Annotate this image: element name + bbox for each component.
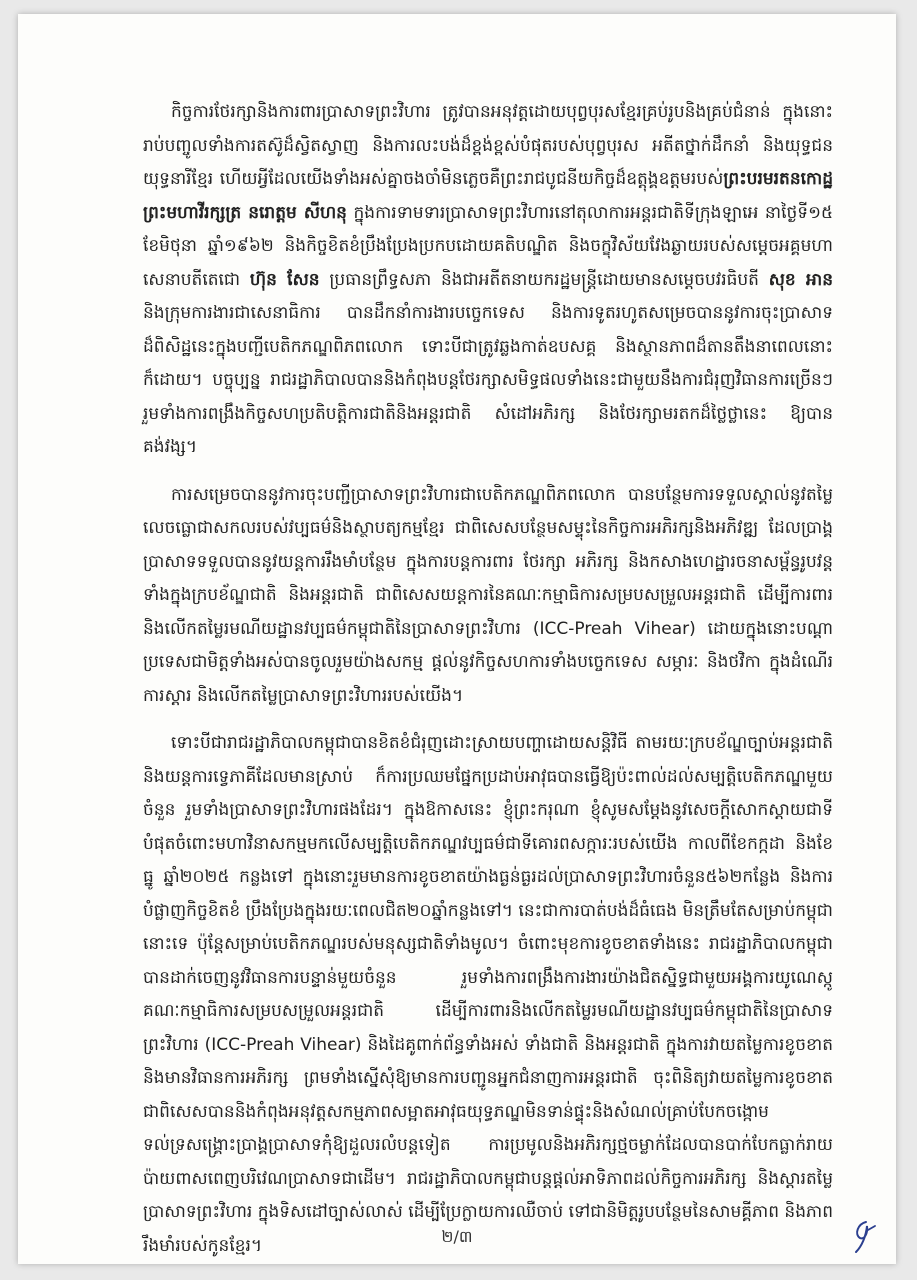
document-body: [143, 96, 833, 1277]
paragraph-2: [143, 479, 833, 714]
paragraph-3: [143, 727, 833, 1263]
paragraph-text: ប្រធានព្រឹទ្ធសភា និងជាអតីតនាយករដ្ឋមន្ត្រីដោយមានសម្ដេចបវរធិបតី: [319, 269, 769, 290]
document-page: [18, 14, 896, 1264]
paragraph-1: [143, 96, 833, 465]
paragraph-text: ទោះបីជារាជរដ្ឋាភិបាលកម្ពុជាបានខិតខំជំរុញដោះស្រាយបញ្ហាដោយសន្តិវិធី តាមរយៈក្របខ័ណ្ឌច្បាប់អន្តរជាតិ និងយន្តការទ្វេភាគីដែលមានស្រាប់ ក៏ការប្រឈមផ្នែកប្រដាប់អាវុធបានធ្វើឱ្យប៉ះពាល់ដល់សម្បត្តិបេតិកភណ្ឌមួយចំនួន រួមទាំងប្រាសាទព្រះវិហារផងដែរ។ ក្នុងឱកាសនេះ ខ្ញុំព្រះករុណា ខ្ញុំសូមសម្ដែងនូវសេចក្ដីសោកស្ដាយជាទីបំផុតចំពោះមហាវិនាសកម្មមកលើសម្បត្តិបេតិកភណ្ឌវប្បធម៌ជាទីគោរពសក្ការៈរបស់យើង កាលពីខែកក្កដា និងខែធ្នូ ឆ្នាំ២០២៥ កន្លងទៅ ក្នុងនោះរួមមានការខូចខាតយ៉ាងធ្ងន់ធ្ងរដល់ប្រាសាទព្រះវិហារចំនួន៥៦២កន្លែង និងការបំផ្លាញកិច្ចខិតខំ ប្រឹងប្រែងក្នុងរយៈពេលជិត២០ឆ្នាំកន្លងទៅ។ នេះជាការបាត់បង់ដ៏ធំធេង មិនត្រឹមតែសម្រាប់កម្ពុជានោះទេ ប៉ុន្តែសម្រាប់បេតិកភណ្ឌរបស់មនុស្សជាតិទាំងមូល។ ចំពោះមុខការខូចខាតទាំងនេះ រាជរដ្ឋាភិបាលកម្ពុជាបានដាក់ចេញនូវវិធានការបន្ទាន់មួយចំនួន រួមទាំងការពង្រឹងការងារយ៉ាងជិតស្និទ្ធជាមួយអង្គការយូណេស្កូ គណៈកម្មាធិការសម្របសម្រួលអន្តរជាតិ ដើម្បីការពារនិងលើកតម្លៃរមណីយដ្ឋានវប្បធម៌កម្ពុជាតិនៃប្រាសាទព្រះវិហារ (ICC-Preah Vihear) និងដៃគូពាក់ព័ន្ធទាំងអស់ ទាំងជាតិ និងអន្តរជាតិ ក្នុងការវាយតម្លៃការខូចខាត និងមានវិធានការអភិរក្ស ព្រមទាំងស្នើសុំឱ្យមានការបញ្ជូនអ្នកជំនាញការអន្តរជាតិ ចុះពិនិត្យវាយតម្លៃការខូចខាត ជាពិសេសបាននិងកំពុងអនុវត្តសកម្មភាពសម្អាតអាវុធយុទ្ធភណ្ឌមិនទាន់ផ្ទុះនិងសំណល់គ្រាប់បែកចង្កោម ទល់ទ្រសង្គ្រោះប្រាង្គប្រាសាទកុំឱ្យដួលរលំបន្តទៀត ការប្រមូលនិងអភិរក្សថ្មចម្លាក់ដែលបានបាក់បែកធ្លាក់រាយប៉ាយពាសពេញបរិវេណប្រាសាទជាដើម។ រាជរដ្ឋាភិបាលកម្ពុជាបន្តផ្ដល់អាទិភាពដល់កិច្ចការអភិរក្ស និងស្ដារតម្លៃប្រាសាទព្រះវិហារ ក្នុងទិសដៅច្បាស់លាស់ ដើម្បីប្រែក្លាយការឈឺចាប់ ទៅជានិមិត្តរូបបន្ថែមនៃសាមគ្គីភាព និងភាពរឹងមាំរបស់កូនខ្មែរ។: [143, 733, 833, 1256]
handwritten-initial-icon: [848, 1216, 878, 1256]
name-bold: ហ៊ុន សែន: [249, 269, 320, 290]
paragraph-text: ការសម្រេចបាននូវការចុះបញ្ជីប្រាសាទព្រះវិហារជាបេតិកភណ្ឌពិភពលោក បានបន្ថែមការទទួលស្គាល់នូវតម្លៃលេចធ្លោជាសកលរបស់វប្បធម៌និងស្ថាបត្យកម្មខ្មែរ ជាពិសេសបន្ថែមសម្ទុះនៃកិច្ចការអភិរក្សនិងអភិវឌ្ឍ ដែលប្រាង្គប្រាសាទទទួលបាននូវយន្តការរឹងមាំបន្ថែម ក្នុងការបន្តការពារ ថែរក្សា អភិរក្ស និងកសាងហេដ្ឋារចនាសម្ព័ន្ធរូបវន្តទាំងក្នុងក្របខ័ណ្ឌជាតិ និងអន្តរជាតិ ជាពិសេសយន្តការនៃគណៈកម្មាធិការសម្របសម្រួលអន្តរជាតិ ដើម្បីការពារនិងលើកតម្លៃរមណីយដ្ឋានវប្បធម៌កម្ពុជាតិនៃប្រាសាទព្រះវិហារ (ICC-Preah Vihear) ដោយក្នុងនោះបណ្ដាប្រទេសជាមិត្តទាំងអស់បានចូលរួមយ៉ាងសកម្ម ផ្ដល់នូវកិច្ចសហការទាំងបច្ចេកទេស សម្ភារៈ និងថវិកា ក្នុងដំណើរការស្ដារ និងលើកតម្លៃប្រាសាទព្រះវិហាររបស់យើង។: [143, 484, 833, 706]
royal-name-bold: ព្រះបរមរតនកោដ្ឋ ព្រះមហាវីរក្សត្រ នរោត្តម សីហនុ: [143, 169, 833, 223]
name-bold: សុខ អាន: [768, 269, 833, 290]
page-number: ២/៣: [441, 1227, 473, 1246]
paragraph-text: ក្នុងការទាមទារប្រាសាទព្រះវិហារនៅតុលាការអន្តរជាតិទីក្រុងឡាអេ នាថ្ងៃទី១៥ ខែមិថុនា ឆ្នាំ១៩៦២ និងកិច្ចខិតខំប្រឹងប្រែងប្រកបដោយគតិបណ្ឌិត និងចក្ខុវិស័យវែងឆ្ងាយរបស់សម្ដេចអគ្គមហាសេនាបតីតេជោ: [143, 202, 833, 290]
paragraph-text: កិច្ចការថែរក្សានិងការពារប្រាសាទព្រះវិហារ ត្រូវបានអនុវត្តដោយបុព្វបុរសខ្មែរគ្រប់រូបនិងគ្រប់ជំនាន់ ក្នុងនោះរាប់បញ្ចូលទាំងការតស៊ូដ៏ស្វិតស្វាញ និងការលះបង់ដ៏ខ្ពង់ខ្ពស់បំផុតរបស់បុព្វបុរស អតីតថ្នាក់ដឹកនាំ និងយុទ្ធជន យុទ្ធនារីខ្មែរ ហើយអ្វីដែលយើងទាំងអស់គ្នាចងចាំមិនភ្លេចគឺព្រះរាជបូជនីយកិច្ចដ៏ឧត្តុង្គឧត្តមរបស់: [143, 102, 833, 189]
paragraph-text: និងក្រុមការងារជាសេនាធិការ បានដឹកនាំការងារបច្ចេកទេស និងការទូតរហូតសម្រេចបាននូវការចុះប្រាសាទដ៏ពិសិដ្ឋនេះក្នុងបញ្ជីបេតិកភណ្ឌពិភពលោក ទោះបីជាត្រូវឆ្លងកាត់ឧបសគ្គ និងស្ថានភាពដ៏តានតឹងនាពេលនោះក៏ដោយ។ បច្ចុប្បន្ន រាជរដ្ឋាភិបាលបាននិងកំពុងបន្តថែរក្សាសមិទ្ធផលទាំងនេះជាមួយនឹងការជំរុញវិធានការច្រើនៗ រួមទាំងការពង្រឹងកិច្ចសហប្រតិបត្តិការជាតិនិងអន្តរជាតិ សំដៅអភិរក្ស និងថែរក្សាមរតកដ៏ថ្លៃថ្លានេះ ឱ្យបានគង់វង្ស។: [143, 303, 833, 457]
